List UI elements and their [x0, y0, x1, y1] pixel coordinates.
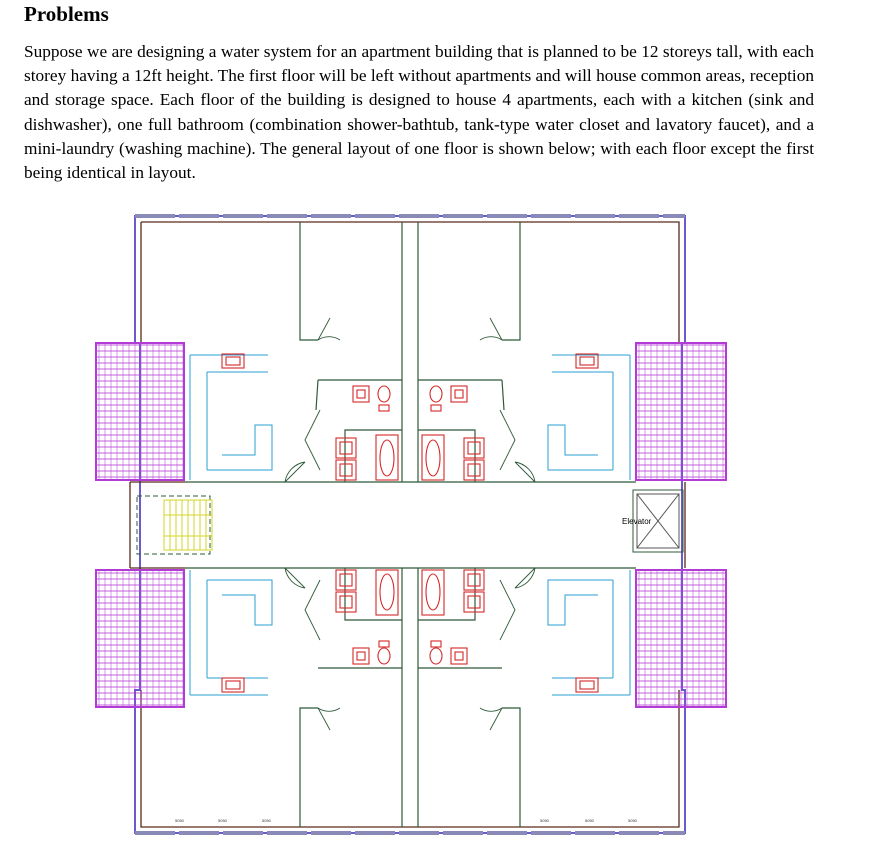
window-tag: 5050 [262, 818, 271, 823]
exterior-walls [135, 216, 685, 833]
balcony-bottom-left [96, 570, 184, 707]
window-tags [175, 818, 638, 823]
problem-statement: Suppose we are designing a water system for an apartment building that is planned to be 12 storeys tall, with each storey having a 12ft height. The first floor will be left without apartments and will house common areas, reception and storage space. Each floor of the building is designed to house 4 apartments, each with a kitchen (sink and dishwasher), one full bathroom (combination shower-bathtub, tank-type water closet and lavatory faucet), and a mini-laundry (washing machine). The general layout of one floor is shown below; with each floor except the first being identical in layout. [24, 42, 814, 183]
plumbing-fixtures [222, 354, 598, 692]
window-tag: 5050 [585, 818, 594, 823]
elevator-label: Elevator [622, 517, 652, 526]
elevator [622, 490, 683, 552]
window-tag: 5050 [628, 818, 637, 823]
balcony-top-right [636, 343, 726, 480]
corridor [130, 482, 685, 568]
stairwell [137, 496, 212, 554]
balcony-bottom-right [636, 570, 726, 707]
kitchen-counters [190, 355, 630, 695]
window-tag: 5050 [540, 818, 549, 823]
window-tag: 5050 [175, 818, 184, 823]
section-heading: Problems [24, 2, 109, 26]
balcony-top-left [96, 343, 184, 480]
interior-walls [300, 222, 520, 827]
window-tag: 5050 [218, 818, 227, 823]
